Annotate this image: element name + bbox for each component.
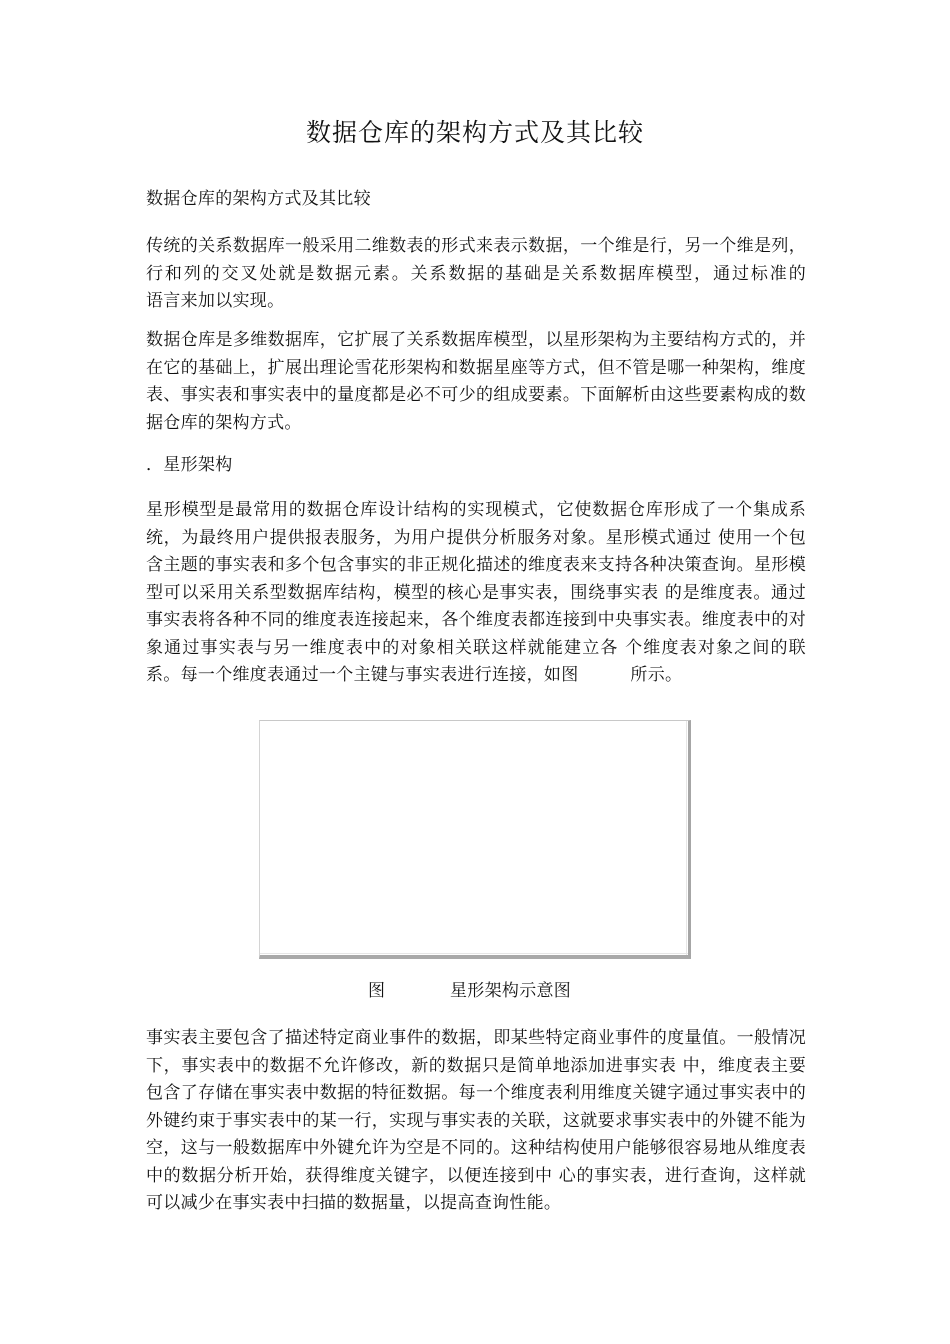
paragraph-relational-db: 传统的关系数据库一般采用二维数表的形式来表示数据，一个维是行，另一个维是列，行和列的交叉处就是数据元素。关系数据的基础是关系数据库模型，通过标准的 语言来加以实现。 [146,236,858,311]
figure-inner-edge-bottom [260,953,688,954]
document-title: 数据仓库的架构方式及其比较 [305,118,644,147]
paragraph-data-warehouse: 数据仓库是多维数据库，它扩展了关系数据库模型，以星形架构为主要结构方式的，并在它的基础上，扩展出理论雪花形架构和数据星座等方式，但不管是哪一种架构，维度表、事实表和事实表中的量度都是必不可少的组成要素。下面解析由这些要素构成的数据仓库的架构方式。 [146,330,806,433]
figure-caption-label: 图 [368,981,385,1001]
paragraph-star-schema: 星形模型是最常用的数据仓库设计结构的实现模式，它使数据仓库形成了一个集成系统，为最终用户提供报表服务，为用户提供分析服务对象。星形模式通过 使用一个包含主题的事实表和多个包含事实的非正规化描述的维度表来支持各种决策查询。星形模型可以采用关系型数据库结构，模型的核心是事实表，围绕事实表 的是维度表。通过事实表将各种不同的维度表连接起来，各个维度表都连接到中央事实表。维度表中的对象通过事实表与另一维度表中的对象相关联这样就能建立各 个维度表对象之间的联系。每一个维度表通过一个主键与事实表进行连接，如图 所示。 [146,500,806,685]
figure-inner-edge-right [686,721,687,955]
document-subtitle: 数据仓库的架构方式及其比较 [146,189,371,209]
section-heading-star-schema: ．星形架构 [146,455,233,475]
figure-caption-title: 星形架构示意图 [450,981,572,1001]
paragraph-fact-table: 事实表主要包含了描述特定商业事件的数据，即某些特定商业事件的度量值。一般情况下，事实表中的数据不允许修改，新的数据只是简单地添加进事实表 中，维度表主要包含了存储在事实表中数据的特征数据。每一个维度表利用维度关键字通过事实表中的外键约束于事实表中的某一行，实现与事实表的关联，这就要求事实表中的外键不能为空，这与一般数据库中外键允许为空是不同的。这种结构使用户能够很容易地从维度表中的数据分析开始，获得维度关键字，以便连接到中 心的事实表，进行查询，这样就可以减少在事实表中扫描的数据量，以提高查询性能。 [146,1028,806,1213]
star-schema-figure-placeholder [259,720,691,959]
